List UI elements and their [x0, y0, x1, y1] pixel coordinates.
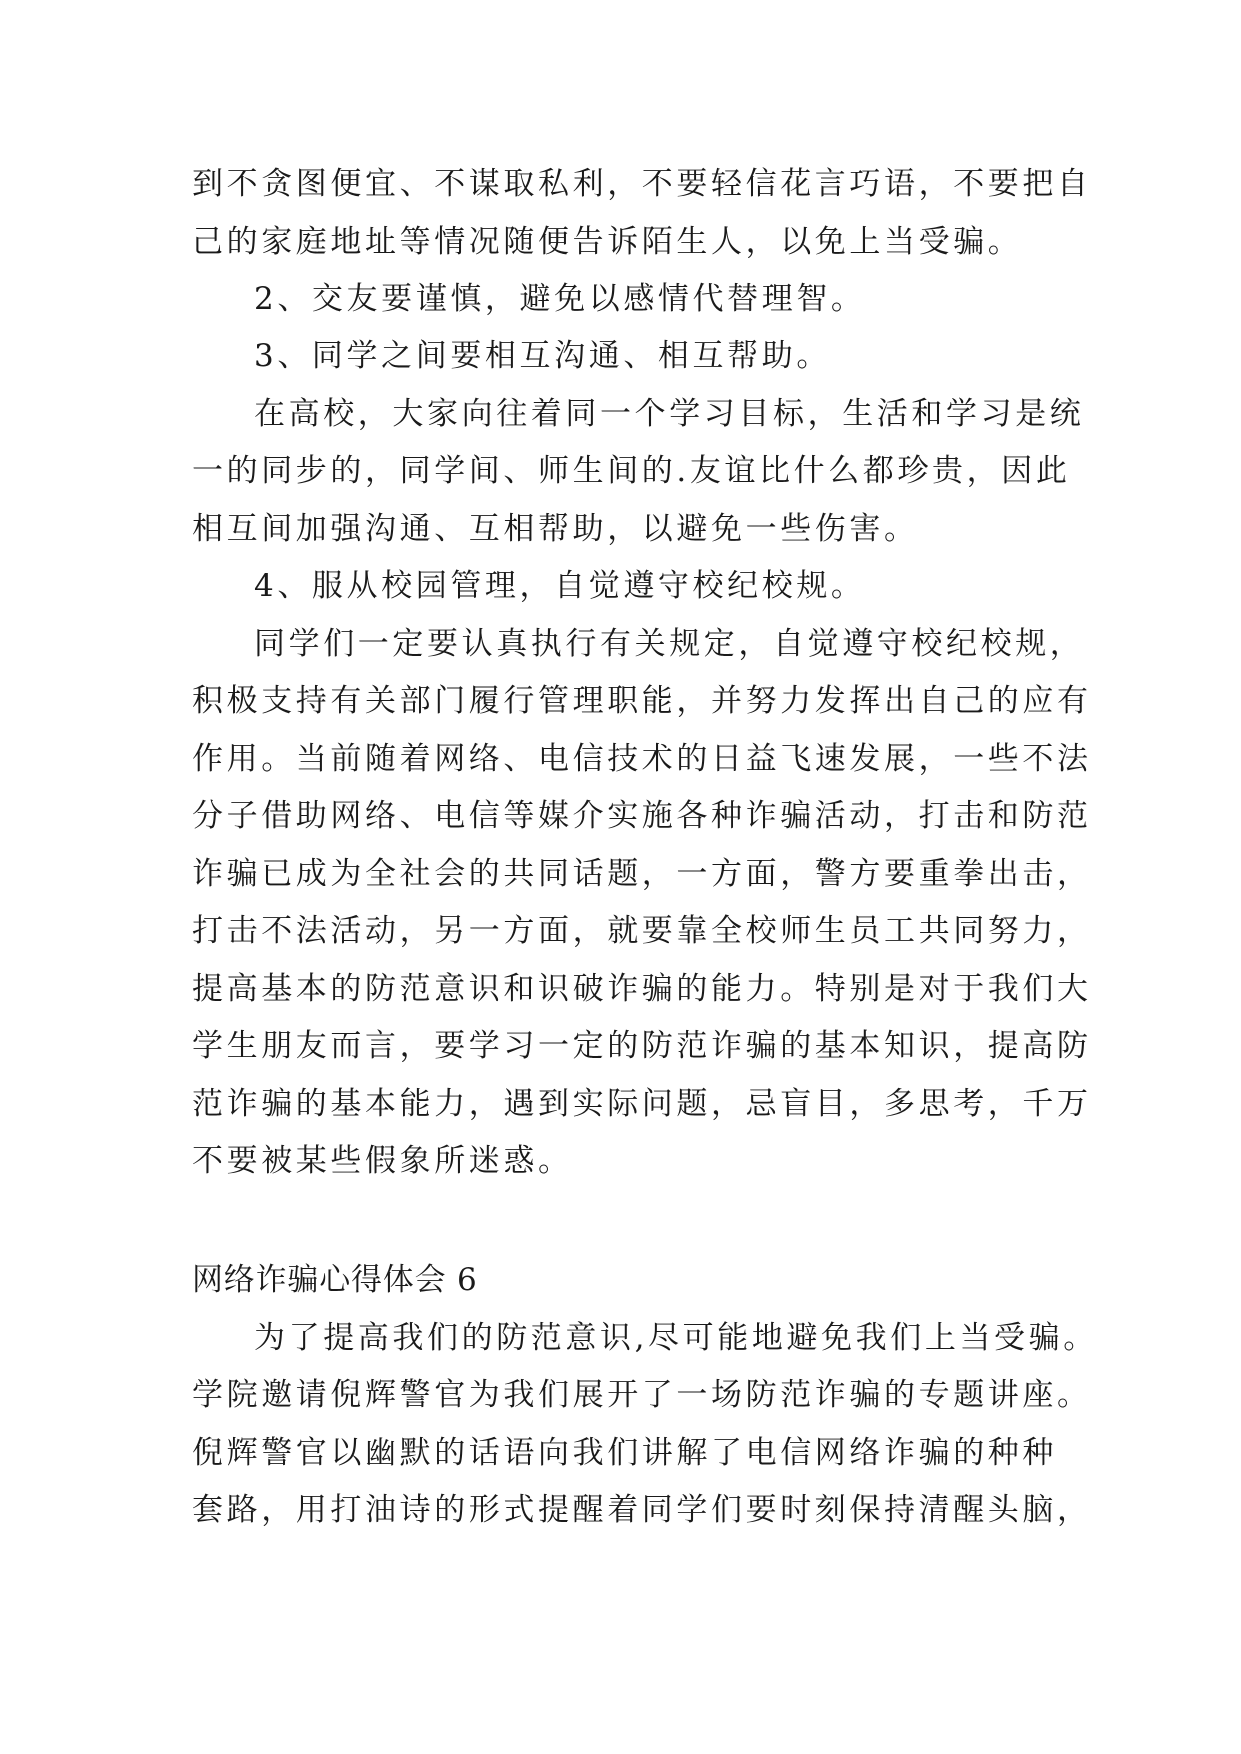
paragraph-line: 学院邀请倪辉警官为我们展开了一场防范诈骗的专题讲座。	[192, 1377, 1092, 1413]
list-item-2: 2、交友要谨慎，避免以感情代替理智。	[254, 281, 866, 317]
paragraph-line: 积极支持有关部门履行管理职能，并努力发挥出自己的应有	[192, 683, 1092, 719]
paragraph-line: 倪辉警官以幽默的话语向我们讲解了电信网络诈骗的种种	[192, 1435, 1057, 1471]
paragraph-line: 提高基本的防范意识和识破诈骗的能力。特别是对于我们大	[192, 971, 1092, 1007]
paragraph-line: 一的同步的，同学间、师生间的.友谊比什么都珍贵，因此	[192, 453, 1071, 489]
list-item-4: 4、服从校园管理，自觉遵守校纪校规。	[254, 568, 866, 604]
paragraph-line: 打击不法活动，另一方面，就要靠全校师生员工共同努力，	[192, 913, 1092, 949]
paragraph-line: 学生朋友而言，要学习一定的防范诈骗的基本知识，提高防	[192, 1028, 1092, 1064]
paragraph-line: 在高校，大家向往着同一个学习目标，生活和学习是统	[254, 396, 1085, 432]
paragraph-line: 相互间加强沟通、互相帮助，以避免一些伤害。	[192, 511, 919, 547]
paragraph-line: 作用。当前随着网络、电信技术的日益飞速发展，一些不法	[192, 741, 1092, 777]
paragraph-line: 套路，用打油诗的形式提醒着同学们要时刻保持清醒头脑，	[192, 1492, 1092, 1528]
paragraph-line: 同学们一定要认真执行有关规定，自觉遵守校纪校规，	[254, 626, 1085, 662]
paragraph-line: 到不贪图便宜、不谋取私利，不要轻信花言巧语，不要把自	[192, 166, 1092, 202]
paragraph-line: 己的家庭地址等情况随便告诉陌生人，以免上当受骗。	[192, 224, 1023, 260]
list-item-3: 3、同学之间要相互沟通、相互帮助。	[254, 338, 831, 374]
section-title: 网络诈骗心得体会 6	[192, 1262, 478, 1298]
paragraph-line: 诈骗已成为全社会的共同话题，一方面，警方要重拳出击，	[192, 856, 1092, 892]
paragraph-line: 分子借助网络、电信等媒介实施各种诈骗活动，打击和防范	[192, 798, 1092, 834]
paragraph-line: 不要被某些假象所迷惑。	[192, 1143, 573, 1179]
paragraph-line: 为了提高我们的防范意识,尽可能地避免我们上当受骗。	[254, 1320, 1098, 1356]
paragraph-line: 范诈骗的基本能力，遇到实际问题，忌盲目，多思考，千万	[192, 1086, 1092, 1122]
